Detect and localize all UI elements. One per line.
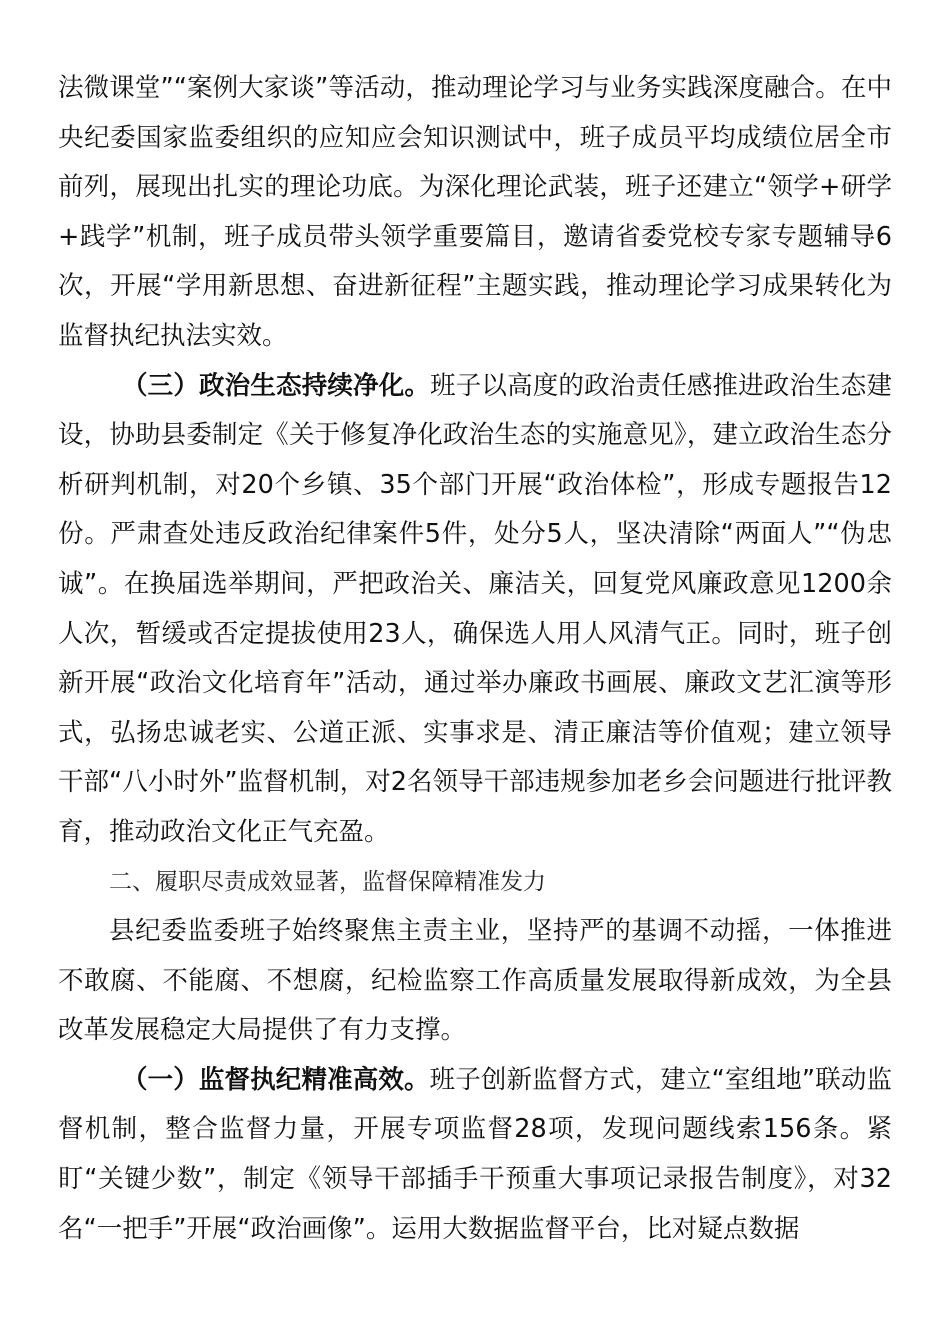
paragraph-section-intro: 县纪委监委班子始终聚焦主责主业，坚持严的基调不动摇，一体推进不敢腐、不能腐、不想腐，纪检监察工作高质量发展取得新成效，为全县改革发展稳定大局提供了有力支撑。: [58, 916, 892, 1046]
paragraph-theory-study: 法微课堂”“案例大家谈”等活动，推动理论学习与业务实践深度融合。在中央纪委国家监委组织的应知应会知识测试中，班子成员平均成绩位居全市前列，展现出扎实的理论功底。为深化理论武装，班子还建立“领学+研学+践学”机制，班子成员带头领学重要篇目，邀请省委党校专家专题辅导6次，开展“学用新思想、奋进新征程”主题实践，推动理论学习成果转化为监督执纪执法实效。: [58, 73, 892, 351]
subheading-supervision: （一）监督执纪精准高效。: [122, 1064, 430, 1095]
subheading-political-ecology: （三）政治生态持续净化。: [122, 370, 431, 401]
section-heading-duty-performance: 二、履职尽责成效显著，监督保障精准发力: [109, 868, 546, 895]
paragraph-supervision: [58, 1056, 892, 1254]
paragraph-supervision-body: 班子创新监督方式，建立“室组地”联动监督机制，整合监督力量，开展专项监督28项，发现问题线索156条。紧盯“关键少数”，制定《领导干部插手干预重大事项记录报告制度》，对32名“一把手”开展“政治画像”。运用大数据监督平台，比对疑点数据: [58, 1064, 892, 1244]
document-body: [58, 64, 892, 1254]
paragraph-political-ecology-body: 班子以高度的政治责任感推进政治生态建设，协助县委制定《关于修复净化政治生态的实施意见》，建立政治生态分析研判机制，对20个乡镇、35个部门开展“政治体检”，形成专题报告12份。严肃查处违反政治纪律案件5件，处分5人，坚决清除“两面人”“伪忠诚”。在换届选举期间，严把政治关、廉洁关，回复党风廉政意见1200余人次，暂缓或否定提拔使用23人，确保选人用人风清气正。同时，班子创新开展“政治文化培育年”活动，通过举办廉政书画展、廉政文艺汇演等形式，弘扬忠诚老实、公道正派、实事求是、清正廉洁等价值观；建立领导干部“八小时外”监督机制，对2名领导干部违规参加老乡会问题进行批评教育，推动政治文化正气充盈。: [58, 370, 892, 847]
paragraph-political-ecology: [58, 362, 892, 858]
